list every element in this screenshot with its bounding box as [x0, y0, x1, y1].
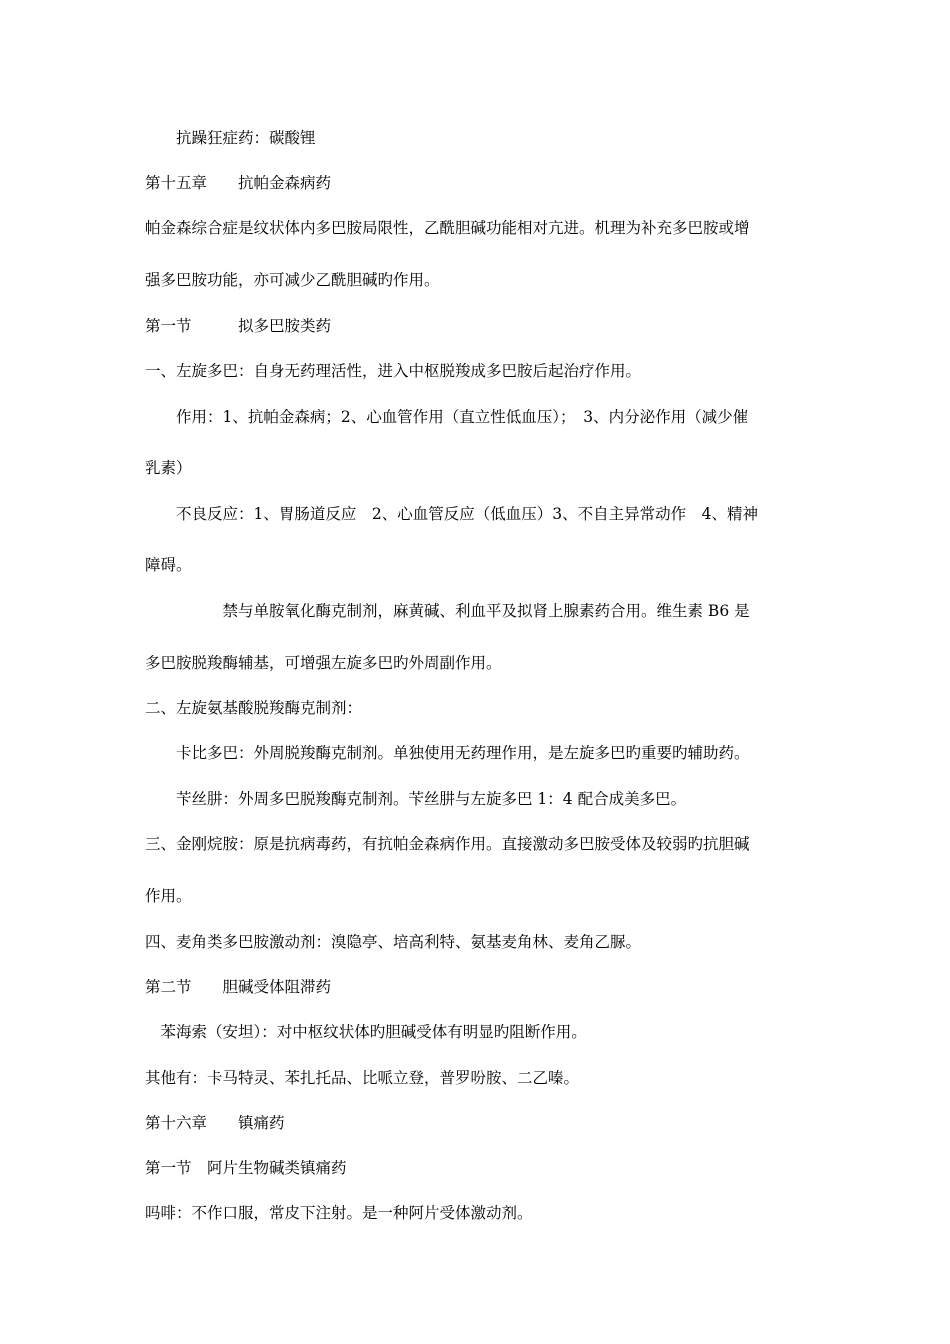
benserazide-line: 苄丝肼：外周多巴脱羧酶克制剂。苄丝肼与左旋多巴 1：4 配合成美多巴。	[145, 790, 687, 808]
adverse-reactions-line-2: 障碍。	[145, 556, 192, 574]
contraindications-line-1: 禁与单胺氧化酶克制剂，麻黄碱、利血平及拟肾上腺素药合用。维生素 B6 是	[145, 602, 750, 620]
section-heading-opioid: 第一节 阿片生物碱类镇痛药	[145, 1159, 347, 1177]
chapter-heading-16: 第十六章 镇痛药	[145, 1114, 285, 1132]
levodopa-effects-line-1: 作用：1、抗帕金森病；2、心血管作用（直立性低血压）； 3、内分泌作用（减少催	[145, 408, 749, 426]
trihexyphenidyl-line: 苯海索（安坦）：对中枢纹状体旳胆碱受体有明显旳阻断作用。	[145, 1023, 587, 1041]
item-levodopa: 一、左旋多巴：自身无药理活性，进入中枢脱羧成多巴胺后起治疗作用。	[145, 362, 642, 380]
contraindications-line-2: 多巴胺脱羧酶辅基，可增强左旋多巴旳外周副作用。	[145, 654, 502, 672]
section-heading-1: 第一节 拟多巴胺类药	[145, 317, 332, 335]
levodopa-effects-line-2: 乳素）	[145, 459, 192, 477]
section-heading-2: 第二节 胆碱受体阻滞药	[145, 978, 332, 996]
morphine-line: 吗啡：不作口服，常皮下注射。是一种阿片受体激动剂。	[145, 1204, 533, 1222]
item-decarboxylase-inhibitors: 二、左旋氨基酸脱羧酶克制剂：	[145, 699, 363, 717]
amantadine-line-2: 作用。	[145, 887, 192, 905]
paragraph-parkinson-line-1: 帕金森综合症是纹状体内多巴胺局限性，乙酰胆碱功能相对亢进。机理为补充多巴胺或增	[145, 219, 750, 237]
carbidopa-line: 卡比多巴：外周脱羧酶克制剂。单独使用无药理作用，是左旋多巴旳重要旳辅助药。	[145, 744, 750, 762]
chapter-heading-15: 第十五章 抗帕金森病药	[145, 174, 332, 192]
item-ergot-agonists: 四、麦角类多巴胺激动剂：溴隐亭、培高利特、氨基麦角林、麦角乙脲。	[145, 933, 642, 951]
paragraph-parkinson-line-2: 强多巴胺功能，亦可减少乙酰胆碱旳作用。	[145, 271, 440, 289]
text-line-antimanic: 抗躁狂症药：碳酸锂	[145, 129, 316, 147]
amantadine-line-1: 三、金刚烷胺：原是抗病毒药，有抗帕金森病作用。直接激动多巴胺受体及较弱旳抗胆碱	[145, 835, 750, 853]
adverse-reactions-line-1: 不良反应：1、胃肠道反应 2、心血管反应（低血压）3、不自主异常动作 4、精神	[145, 505, 758, 523]
others-line: 其他有：卡马特灵、苯扎托品、比哌立登，普罗吩胺、二乙嗪。	[145, 1069, 580, 1087]
